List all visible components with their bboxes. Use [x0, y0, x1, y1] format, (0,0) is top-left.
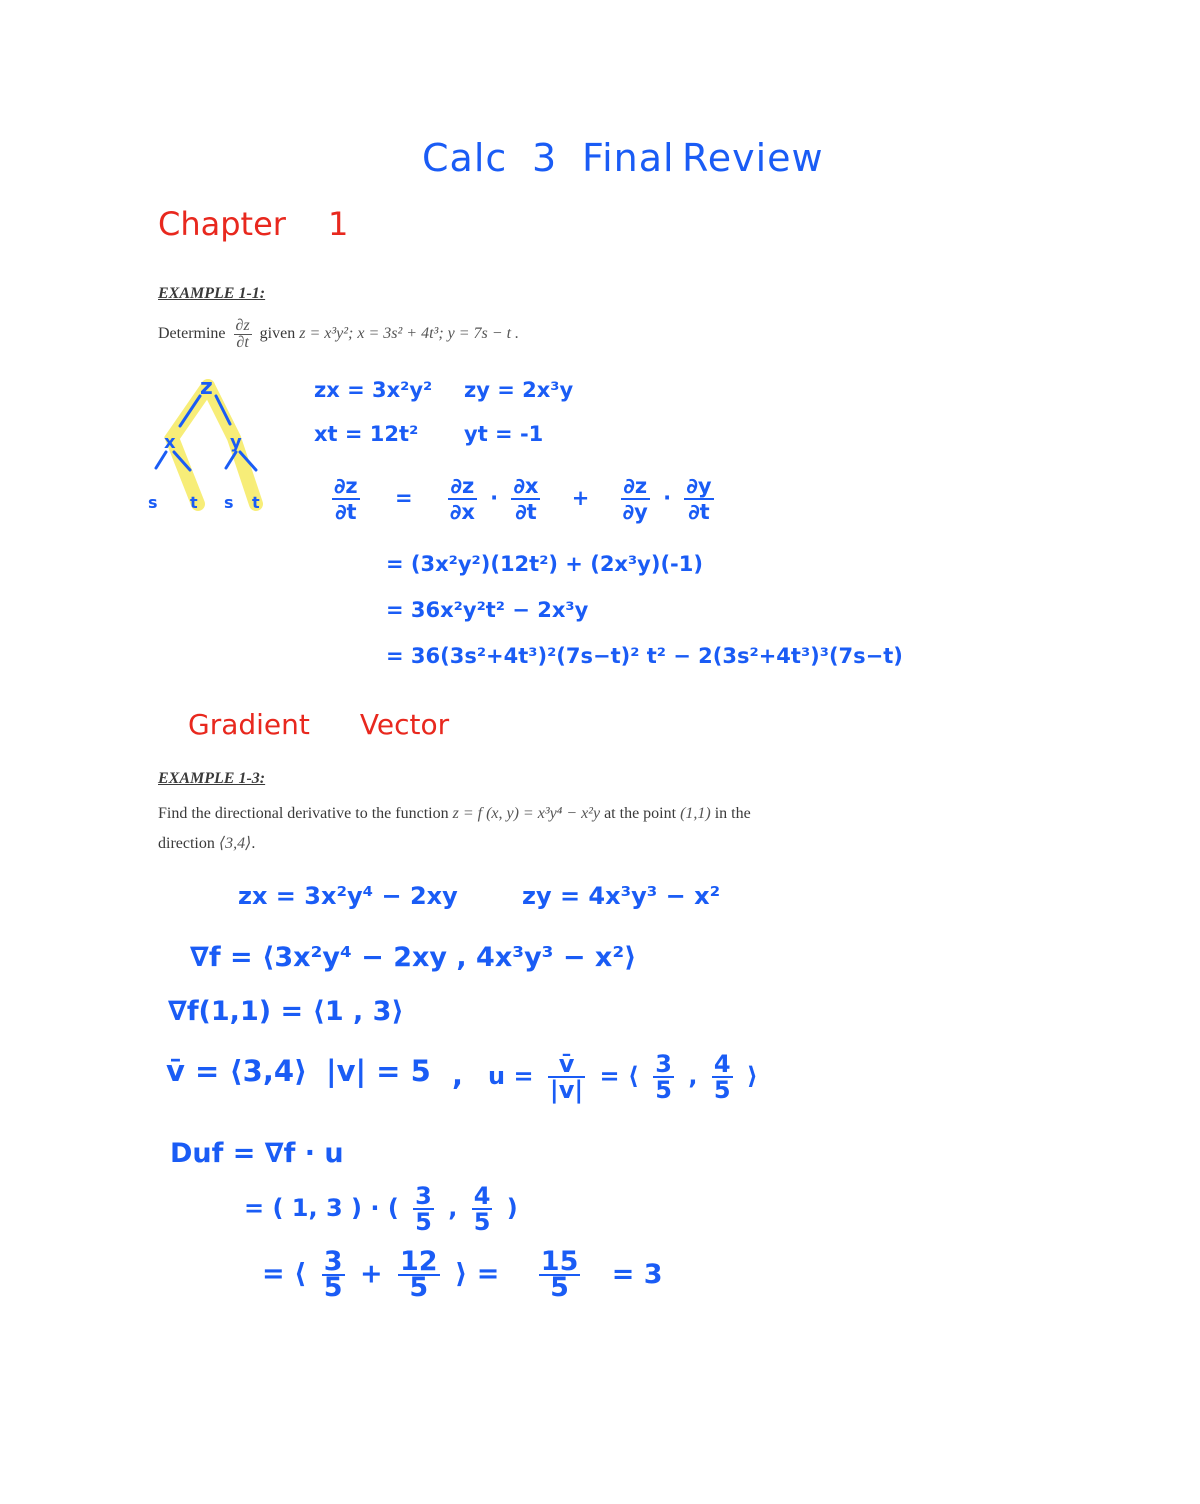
unit-vector: u = $\frac{v̄}{|v|}$ = ⟨ $\frac{3}{5}$ , $\frac{4}{5}$ ⟩	[488, 1050, 758, 1104]
partial-yt: yt = -1	[464, 422, 544, 446]
partial-zx: zx = 3x²y²	[314, 378, 433, 402]
example-1-1-equation: z = x³y²; x = 3s² + 4t³; y = 7s − t .	[299, 325, 520, 343]
tree-leaf: s	[224, 493, 234, 512]
final-answer: = 3	[611, 1258, 663, 1290]
chapter-label: Chapter	[158, 205, 286, 243]
vector-norm: |v| = 5	[326, 1054, 431, 1088]
tree-node-y: y	[230, 432, 242, 453]
chain-rule-simplified: = 36x²y²t² − 2x³y	[386, 598, 589, 622]
given-text: given	[259, 325, 296, 343]
tree-leaf: t	[252, 493, 260, 512]
prompt-text: Determine	[158, 325, 226, 343]
chain-rule-tree	[140, 372, 280, 512]
tree-leaf: s	[148, 493, 158, 512]
section-heading-gradient-vector: Gradient Vector	[188, 708, 450, 741]
final-sum-line: = ⟨ $\frac{3}{5}$ + $\frac{12}{5}$ ⟩ = $\frac{15}{5}$ = 3	[262, 1246, 663, 1303]
directional-derivative-def: Duf = ∇f · u	[170, 1138, 344, 1169]
example-1-3-line2: direction ⟨3,4⟩.	[158, 835, 256, 852]
title-word-final: Final	[582, 136, 675, 180]
tree-root: z	[200, 375, 213, 400]
partial-z-t: $\frac{\partial z}{\partial t}$	[235, 317, 250, 351]
separator-comma: ,	[452, 1058, 464, 1092]
chain-rule-substituted: = (3x²y²)(12t²) + (2x³y)(-1)	[386, 552, 703, 576]
page-title	[422, 136, 824, 180]
partial-zx-2: zx = 3x²y⁴ − 2xy	[238, 882, 458, 910]
partial-zy-2: zy = 4x³y³ − x²	[522, 882, 721, 910]
example-1-1-heading: EXAMPLE 1-1:	[158, 285, 266, 302]
chain-rule-line: $\frac{\partial z}{\partial t}$ = $\frac{\partial z}{\partial x}$ · $\frac{\partial x}{\partial t}$ + $\frac{\partial z}{\partial y}$ · $\frac{\partial y}{\partial t}$	[334, 474, 712, 524]
title-word-3: 3	[532, 136, 558, 180]
gradient-expression: ∇f = ⟨3x²y⁴ − 2xy , 4x³y³ − x²⟩	[190, 942, 637, 973]
partial-xt: xt = 12t²	[314, 422, 419, 446]
example-1-3-heading: EXAMPLE 1-3:	[158, 770, 266, 787]
chain-rule-final: = 36(3s²+4t³)²(7s−t)² t² − 2(3s²+4t³)³(7s−t)	[386, 644, 903, 668]
example-1-1-prompt	[158, 318, 519, 351]
example-1-3-line1: Find the directional derivative to the function z = f (x, y) = x³y⁴ − x²y at the point (1,1) in the	[158, 805, 751, 822]
chapter-number: 1	[327, 205, 349, 243]
chapter-heading	[158, 205, 348, 243]
dot-product-line: = ( 1, 3 ) · ( $\frac{3}{5}$ , $\frac{4}{5}$ )	[244, 1182, 518, 1236]
tree-node-x: x	[164, 432, 176, 453]
highlight-path	[172, 386, 256, 504]
vector-v: v̄ = ⟨3,4⟩	[166, 1054, 308, 1088]
title-word-calc: Calc	[422, 136, 508, 180]
partial-zy: zy = 2x³y	[464, 378, 574, 402]
tree-leaf: t	[190, 493, 198, 512]
gradient-at-point: ∇f(1,1) = ⟨1 , 3⟩	[168, 996, 404, 1027]
title-word-review: Review	[682, 136, 824, 180]
